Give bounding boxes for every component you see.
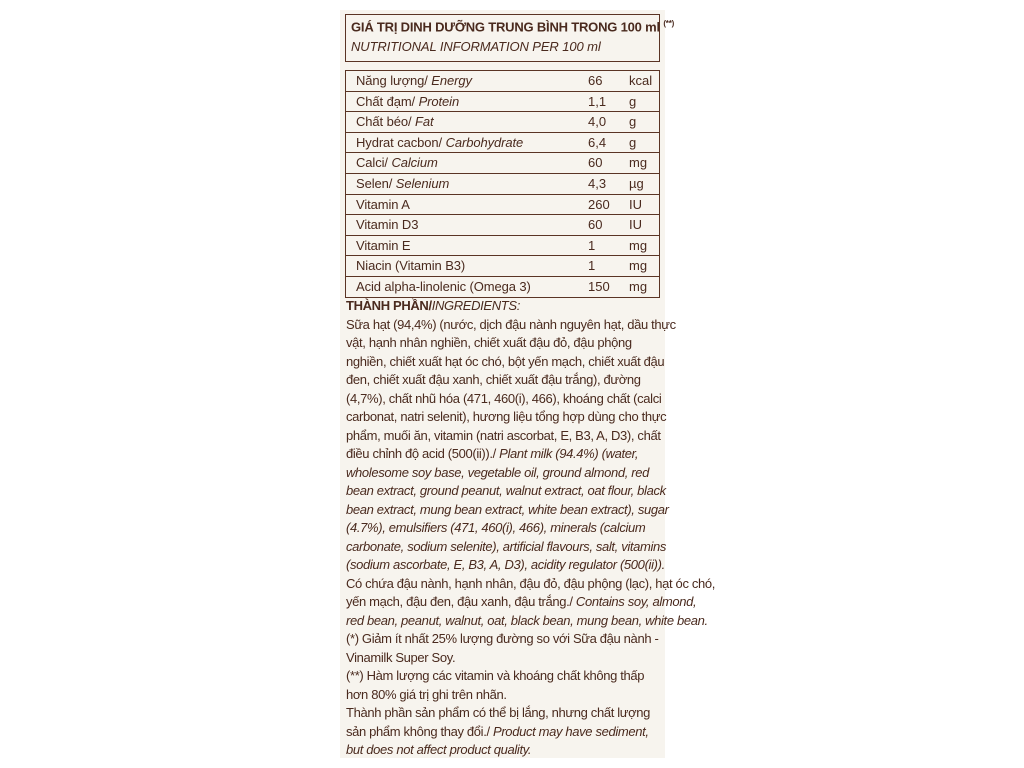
ingredient-line: phẩm, muối ăn, vitamin (natri ascorbat, E, B3, A, D3), chất [346, 427, 661, 443]
ingredient-line: Sữa hạt (94,4%) (nước, dịch đậu nành nguyên hạt, dầu thực [346, 316, 676, 332]
nutrient-unit: g [629, 114, 637, 130]
nutrition-row [346, 236, 659, 257]
nutrient-name: Vitamin D3 [356, 217, 419, 233]
nutrient-unit: mg [629, 258, 648, 274]
nutrient-unit: g [629, 93, 637, 109]
nutrient-value: 1,1 [588, 93, 607, 109]
ingredient-line: vật, hạnh nhân nghiền, chiết xuất đậu đỏ, đậu phộng [346, 335, 632, 350]
nutrition-row [346, 71, 659, 92]
nutrient-name: Niacin (Vitamin B3) [356, 258, 466, 274]
ingredient-line: wholesome soy base, vegetable oil, ground almond, red [346, 464, 650, 480]
nutrition-table [345, 70, 660, 298]
header-title-mark: (**) [663, 19, 675, 28]
nutrient-value: 4,0 [588, 114, 607, 130]
nutrient-unit: mg [629, 278, 648, 294]
ingredient-line: sản phẩm không thay đổi./ Product may have sediment, [346, 723, 649, 739]
nutrient-unit: µg [629, 175, 644, 191]
header-title-en: NUTRITIONAL INFORMATION PER 100 ml [351, 39, 601, 54]
ingredient-line: (4,7%), chất nhũ hóa (471, 460(i), 466), khoáng chất (calci [346, 390, 662, 406]
ingredient-line: carbonate, sodium selenite), artificial flavours, salt, vitamins [346, 538, 667, 554]
nutrient-unit: IU [629, 196, 642, 212]
ingredient-line: Thành phần sản phẩm có thể bị lắng, nhưng chất lượng [346, 705, 651, 720]
nutrient-value: 1 [588, 258, 596, 274]
ingredient-line: (sodium ascorbate, E, B3, A, D3), acidity regulator (500(ii)). [346, 557, 665, 572]
ingredient-line: đen, chiết xuất đậu xanh, chiết xuất đậu trắng), đường [346, 372, 641, 387]
nutrient-value: 260 [588, 196, 610, 212]
nutrient-name: Chất béo/ Fat [356, 114, 434, 130]
nutrient-unit: IU [629, 217, 642, 233]
nutrition-row [346, 112, 659, 133]
nutrient-value: 60 [588, 155, 603, 171]
nutrient-name: Vitamin A [356, 196, 410, 212]
nutrition-row [346, 195, 659, 216]
ingredient-line: bean extract, ground peanut, walnut extract, oat flour, black [346, 483, 666, 498]
nutrition-row [346, 92, 659, 113]
nutrition-row [346, 215, 659, 236]
ingredient-line: điều chỉnh độ acid (500(ii))./ Plant milk (94.4%) (water, [346, 446, 639, 461]
ingredients-section [346, 297, 716, 760]
nutrition-row [346, 133, 659, 154]
ingredient-line: hơn 80% giá trị ghi trên nhãn. [346, 686, 507, 702]
nutrition-row [346, 256, 659, 277]
ingredient-line: bean extract, mung bean extract, white bean extract), sugar [346, 501, 669, 517]
nutrition-header [345, 14, 675, 62]
ingredient-line: carbonat, natri selenit), hương liệu tổng hợp dùng cho thực [346, 409, 667, 424]
ingredient-line: (**) Hàm lượng các vitamin và khoáng chất không thấp [346, 668, 645, 683]
nutrition-row [346, 174, 659, 195]
ingredient-line: red bean, peanut, walnut, oat, black bean, mung bean, white bean. [346, 612, 708, 628]
ingredient-line: Vinamilk Super Soy. [346, 649, 456, 665]
nutrient-value: 150 [588, 278, 610, 294]
ingredient-line: (*) Giảm ít nhất 25% lượng đường so với Sữa đậu nành - [346, 631, 659, 646]
nutrient-value: 1 [588, 237, 596, 253]
nutrient-name: Calci/ Calcium [356, 155, 438, 171]
nutrient-name: Hydrat cacbon/ Carbohydrate [356, 134, 524, 150]
nutrient-name: Vitamin E [356, 237, 411, 253]
nutrient-unit: mg [629, 155, 648, 171]
nutrient-name: Selen/ Selenium [356, 175, 450, 191]
nutrient-name: Acid alpha-linolenic (Omega 3) [356, 278, 531, 294]
nutrient-name: Năng lượng/ Energy [356, 73, 472, 88]
ingredients-title: THÀNH PHẦN/INGREDIENTS: [346, 298, 520, 313]
nutrient-unit: kcal [629, 73, 653, 88]
header-title-vi: GIÁ TRỊ DINH DƯỠNG TRUNG BÌNH TRONG 100 ml (**) [351, 19, 675, 35]
ingredient-line: (4.7%), emulsifiers (471, 460(i), 466), minerals (calcium [346, 520, 646, 535]
nutrient-unit: g [629, 134, 637, 150]
ingredient-line: but does not affect product quality. [346, 742, 532, 757]
nutrient-value: 4,3 [588, 175, 607, 191]
ingredient-line: yến mạch, đậu đen, đậu xanh, đậu trắng./ Contains soy, almond, [346, 594, 697, 609]
nutrient-value: 60 [588, 217, 603, 233]
ingredient-line: Có chứa đậu nành, hạnh nhân, đậu đỏ, đậu phộng (lạc), hạt óc chó, [346, 575, 716, 591]
nutrient-unit: mg [629, 237, 648, 253]
nutrition-row [346, 277, 659, 297]
nutrition-row [346, 153, 659, 174]
nutrient-value: 66 [588, 73, 603, 88]
ingredients-text [346, 316, 716, 760]
nutrient-value: 6,4 [588, 134, 607, 150]
nutrient-name: Chất đạm/ Protein [356, 93, 460, 109]
ingredient-line: nghiền, chiết xuất hạt óc chó, bột yến mạch, chiết xuất đậu [346, 353, 665, 369]
